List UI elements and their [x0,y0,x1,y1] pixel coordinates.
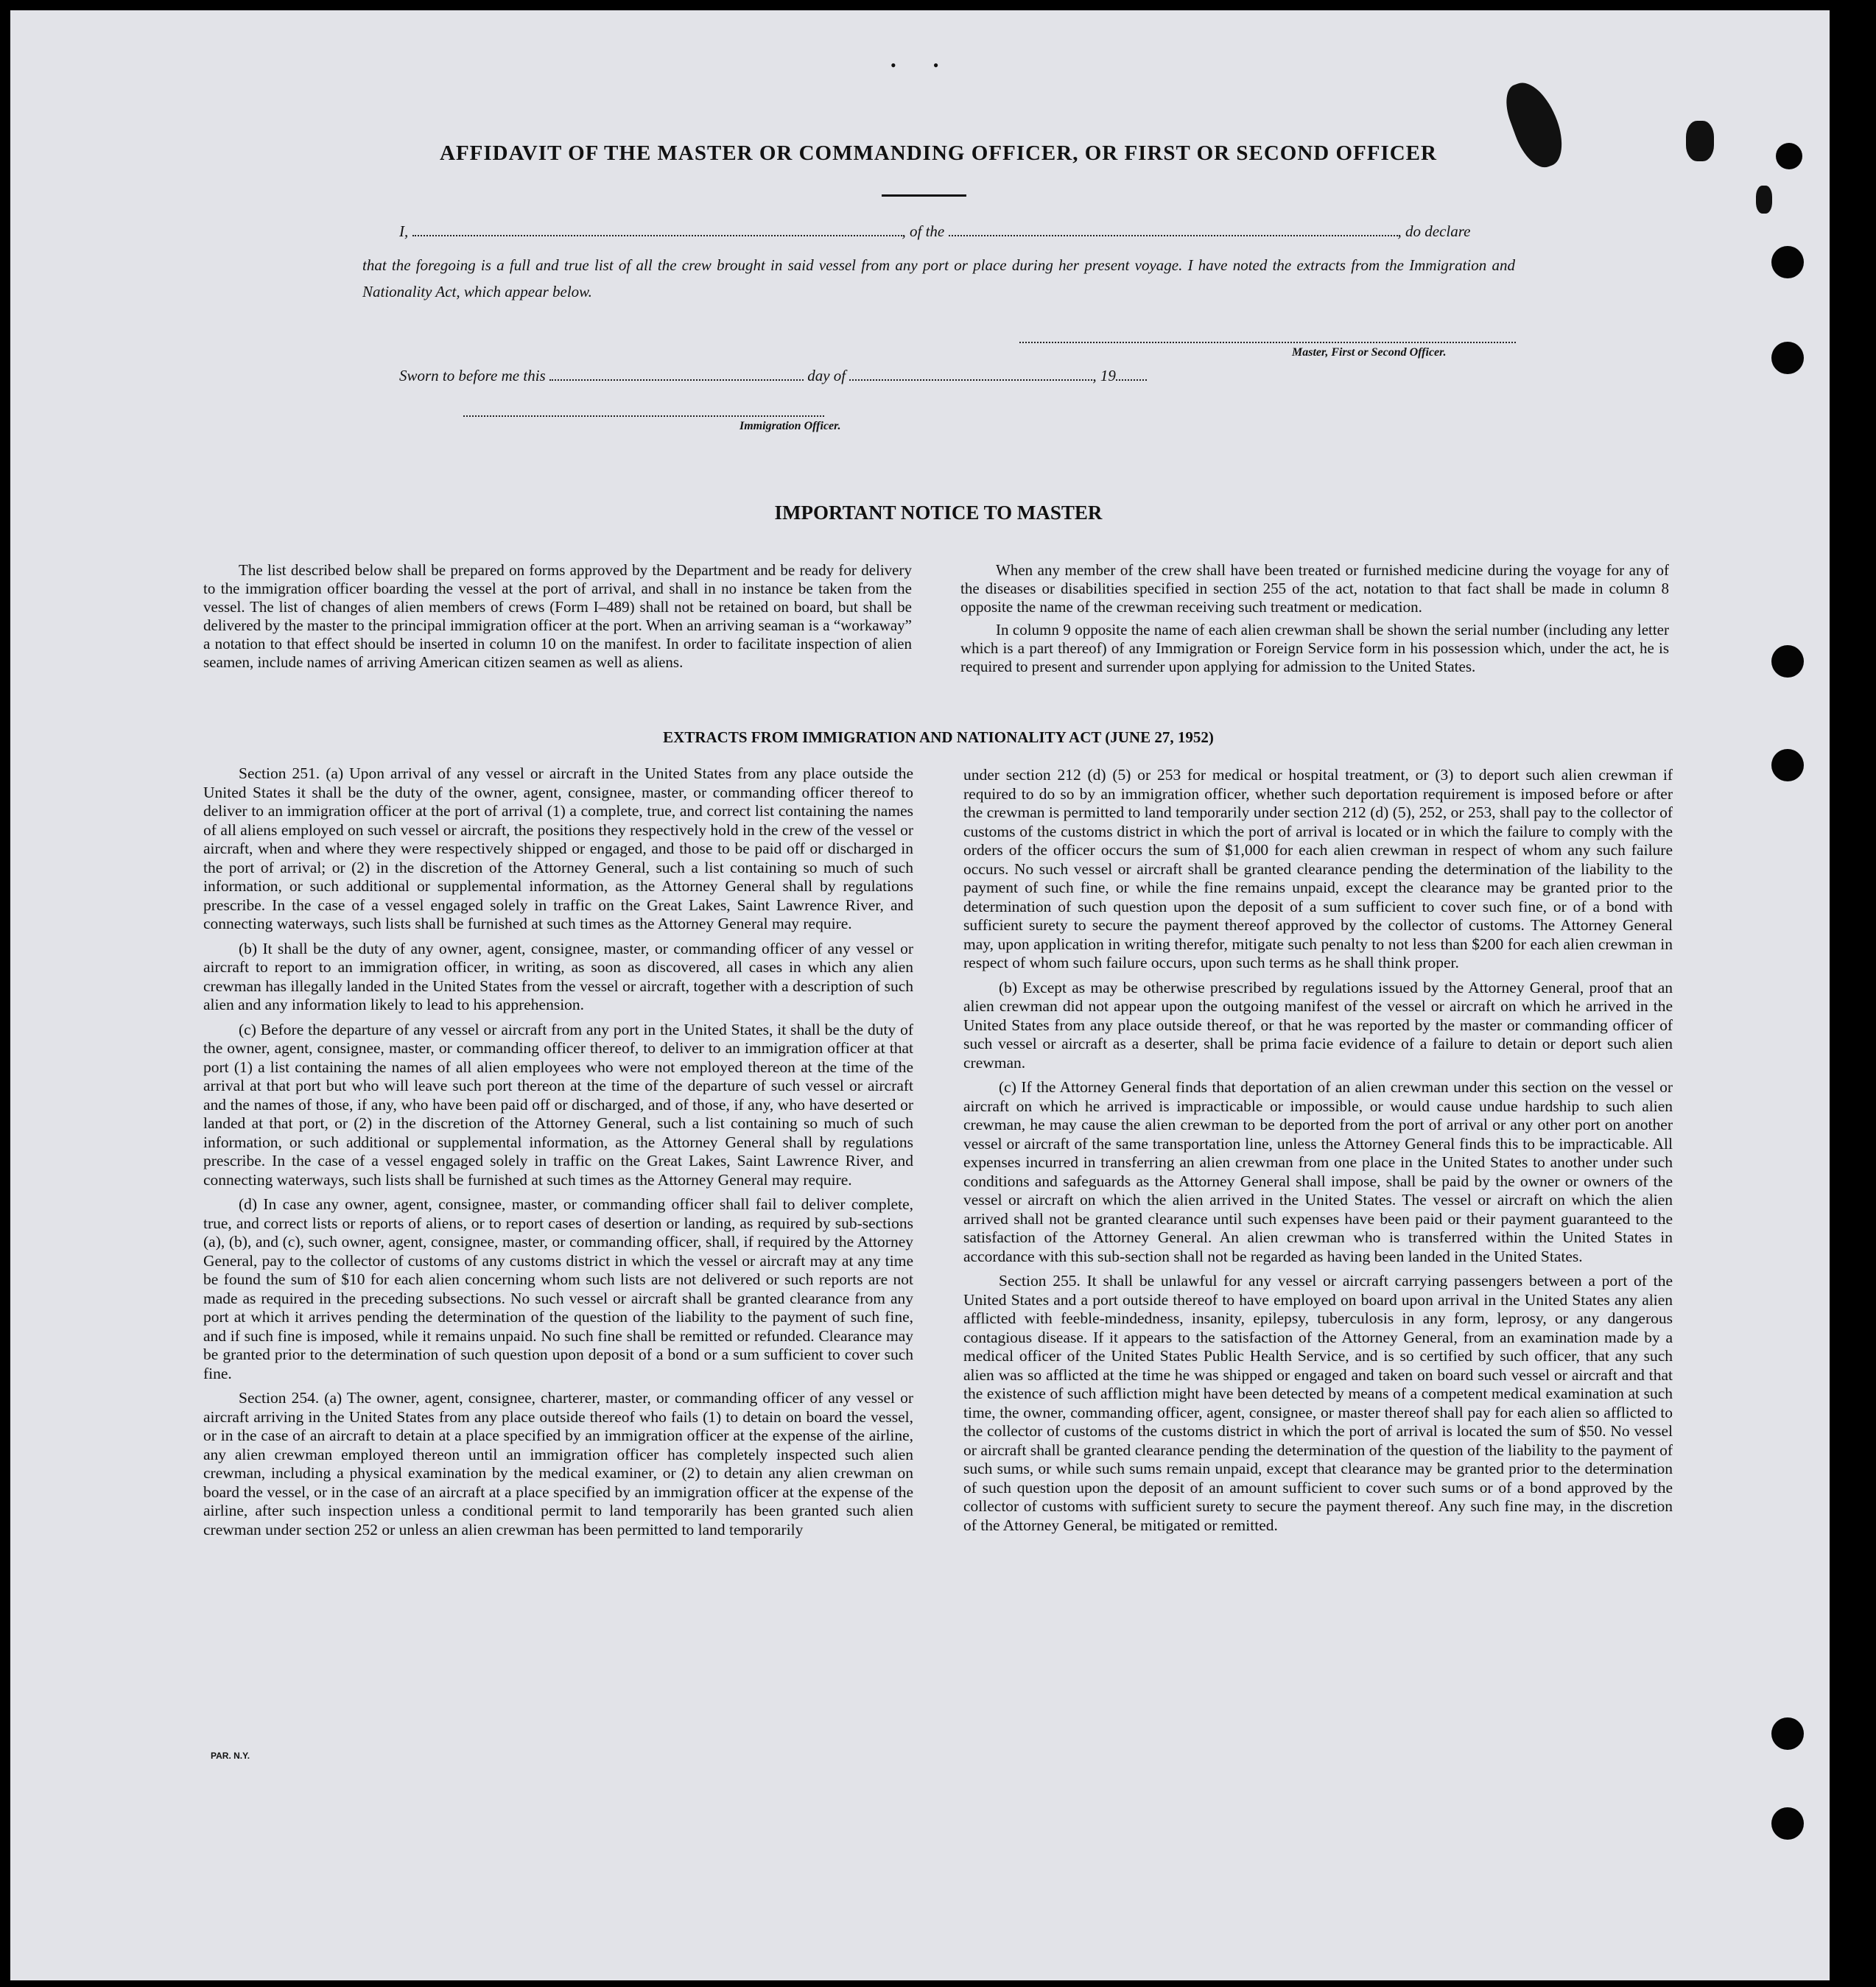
extracts-right-column [963,766,1673,1541]
sworn-label: Sworn to before me this [399,367,546,384]
vessel-field[interactable] [949,225,1398,236]
section-251-a: Section 251. (a) Upon arrival of any vessel or aircraft in the United States from any place outside the United States it shall be the duty of the owner, agent, consignee, master, or commanding officer thereof to deliver to an immigration officer at the port of arrival (1) a complete, true, and correct list containing the names of all aliens employed on such vessel or aircraft, the positions they respectively hold in the crew of the vessel or aircraft, when and where they were respectively shipped or engaged, and those to be paid off or discharged in the port of arrival; or (2) in the discretion of the Attorney General, such a list containing so much of such information, or such additional or supplemental information, as the Attorney General shall by regulations prescribe. In the case of a vessel engaged solely in traffic on the Great Lakes, Saint Lawrence River, and connecting waterways, such lists shall be furnished at such times as the Attorney General may require. [203,764,913,932]
section-255: Section 255. It shall be unlawful for any vessel or aircraft carrying passengers between a port of the United States and a port outside thereof to have employed on board upon arrival in the United States any alien afflicted with feeble-mindedness, insanity, epilepsy, tuberculosis in any form, leprosy, or any dangerous contagious disease. If it appears to the satisfaction of the Attorney General, from an examination made by a medical officer of the United States Public Health Service, and is so certified by such officer, that any such alien was so afflicted at the time he was shipped or engaged and taken on board such vessel or aircraft and that the existence of such affliction might have been detected by means of a competent medical examination at such time, the owner, commanding officer, agent, consignee, or master thereof shall pay for each alien so afflicted to the collector of customs of the customs district in which the port of arrival is located the sum of $50. No vessel or aircraft shall be granted clearance pending the determination of the question of the liability to the payment of such sums, or while such sums remain unpaid, except that clearance may be granted prior to the determination of such question upon the deposit of an amount sufficient to cover such sums or of a bond approved by the collector of customs with sufficient surety to secure the payment thereof. Any such fine may, in the discretion of the Attorney General, be mitigated or remitted. [963,1272,1673,1534]
title-rule [882,194,966,197]
officer-signature-label: Immigration Officer. [739,420,841,432]
master-signature-label: Master, First or Second Officer. [1292,346,1447,359]
header-dots: •• [890,56,976,74]
notice-paragraph: When any member of the crew shall have been treated or furnished medicine during the voyage for any of the diseases or disabilities specified in section 255 of the act, notation to that fact shall be made in column 8 opposite the name of the crewman receiving such treatment or medication. [960,561,1669,616]
extracts-left-column [203,764,913,1545]
punch-hole [1771,645,1804,678]
officer-signature-field[interactable] [463,415,824,417]
punch-hole [1771,342,1804,374]
section-254-c: (c) If the Attorney General finds that deportation of an alien crewman under this section on the vessel or aircraft on which he arrived is impracticable or impossible, or would cause undue hardship to such alien crewman, he may cause the alien crewman to be deported from the port of arrival or any other port on another vessel or aircraft of the same transportation line, unless the Attorney General finds this to be impracticable. All expenses incurred in transferring an alien crewman from one place in the United States to another under such conditions and safeguards as the Attorney General shall impose, shall be paid by the owner or owners of the vessel or aircraft on which the alien arrived in the United States. The vessel or aircraft on which the alien arrived shall not be granted clearance until such expenses have been paid or their payment guaranteed to the satisfaction of the Attorney General. An alien crewman who is transferred within the United States in accordance with this sub-section shall not be regarded as having been landed in the United States. [963,1078,1673,1265]
section-254-a: Section 254. (a) The owner, agent, consignee, charterer, master, or commanding officer of any vessel or aircraft arriving in the United States from any place outside thereof who fails (1) to detain on board the vessel, or in the case of an aircraft to detain at a place specified by an immigration officer at the expense of the airline, any alien crewman employed thereon until an immigration officer has completely inspected such alien crewman, including a physical examination by the medical examiner, or (2) to detain any alien crewman on board the vessel, or in the case of an aircraft at a place specified by an immigration officer at the expense of the airline, after such inspection unless a conditional permit to land temporarily has been granted such alien crewman under section 252 or unless an alien crewman has been permitted to land temporarily [203,1389,913,1538]
notice-left-column [203,561,912,676]
extracts-title: EXTRACTS FROM IMMIGRATION AND NATIONALITY ACT (JUNE 27, 1952) [663,728,1214,746]
sworn-line [399,367,1147,385]
notice-right-column [960,561,1669,680]
section-251-c: (c) Before the departure of any vessel or aircraft from any port in the United States, it shall be the duty of the owner, agent, consignee, master, or commanding officer thereof, to deliver to an immigration officer at that port (1) a list containing the names of all alien employees who were not employed thereon at the time of the arrival at that port but who will leave such port thereon at the time of the departure of such vessel or aircraft and the names of those, if any, who have been paid off or discharged, and of those, if any, who have deserted or landed at that port, or (2) in the discretion of the Attorney General, such a list containing so much of such information, or such additional or supplemental information, as the Attorney General shall by regulations prescribe. In the case of a vessel engaged solely in traffic on the Great Lakes, Saint Lawrence River, and connecting waterways, such lists shall be furnished at such times as the Attorney General may require. [203,1020,913,1189]
notice-paragraph: The list described below shall be prepared on forms approved by the Department and be ready for delivery to the immigration officer boarding the vessel at the port of arrival, and shall in no instance be taken from the vessel. The list of changes of alien members of crews (Form I–489) shall not be retained on board, but shall be delivered by the master to the principal immigration officer at the port. When an arriving seaman is a “workaway” a notation to that effect should be inserted in column 10 on the manifest. In order to facilitate inspection of alien seamen, include names of arriving American citizen seamen as well as aliens. [203,561,912,671]
punch-hole [1771,1717,1804,1750]
punch-hole [1771,749,1804,781]
section-251-b: (b) It shall be the duty of any owner, agent, consignee, master, or commanding officer of any vessel or aircraft to report to an immigration officer, in writing, as soon as discovered, all cases in which any alien crewman has illegally landed in the United States from the vessel or aircraft, together with a description of such alien and any information likely to lead to his apprehension. [203,939,913,1013]
of-the-label: , of the [902,222,945,240]
section-254-b: (b) Except as may be otherwise prescribed by regulations issued by the Attorney General, proof that an alien crewman did not appear upon the outgoing manifest of the vessel or aircraft on which he arrived in the United States from any place outside thereof, or that he was reported by the master or commanding officer of such vessel or aircraft as a deserter, shall be prima facie evidence of a failure to detain or deport such alien crewman. [963,978,1673,1072]
day-of-label: day of [807,367,846,384]
name-field[interactable] [412,225,902,236]
section-251-d: (d) In case any owner, agent, consignee, master, or commanding officer shall fail to deliver complete, true, and correct lists or reports of aliens, or to report cases of desertion or landing, as required by sub-sections (a), (b), and (c), such owner, agent, consignee, master, or commanding officer, shall, if required by the Attorney General, pay to the collector of customs of any customs district in which the vessel or aircraft may at any time be found the sum of $10 for each alien concerning whom such lists are not delivered or such reports are not made as required in the preceding subsections. No such vessel or aircraft shall be granted clearance from any port at which it arrives pending the determination of the question of the liability to the payment of such fine, and if such fine is imposed, while it remains unpaid. No such fine shall be remitted or refunded. Clearance may be granted prior to the determination of such question upon deposit of a bond or a sum sufficient to cover such fine. [203,1195,913,1382]
punch-hole [1771,246,1804,278]
punch-hole [1771,1807,1804,1840]
year-label: , 19 [1092,367,1116,384]
i-label: I, [399,222,409,240]
sworn-day-field[interactable] [549,369,804,381]
section-254-a-continued: under section 212 (d) (5) or 253 for medical or hospital treatment, or (3) to deport such alien crewman if required to do so by an immigration officer, whether such deportation requirement is imposed before or after the crewman is permitted to land temporarily under section 212 (d) (5), 252, or 253, shall pay to the collector of customs of the customs district in which the port of arrival is located or in which the failure to comply with the orders of the officer occurs the sum of $1,000 for each alien crewman in respect of whom any such failure occurs. No such vessel or aircraft shall be granted clearance pending the determination of the liability to the payment of such fine, or while the fine remains unpaid, except the clearance may be granted prior to the determination of such question upon the deposit of a sum sufficient to cover such fine, or of a bond with sufficient surety to secure the payment thereof approved by the collector of customs. The Attorney General may, upon application in writing therefor, mitigate such penalty to not less than $200 for each alien crewman in respect of whom such failure occurs, upon such terms as he shall think proper. [963,766,1673,971]
notice-title: IMPORTANT NOTICE TO MASTER [774,502,1103,524]
declaration-text: that the foregoing is a full and true list of all the crew brought in said vessel from any port or place during her present voyage. I have noted the extracts from the Immigration and Nationality Act, which appear below. [362,256,1515,300]
master-signature-field[interactable] [1019,342,1516,343]
affidavit-title: AFFIDAVIT OF THE MASTER OR COMMANDING OFFICER, OR FIRST OR SECOND OFFICER [440,141,1437,165]
printer-mark: PAR. N.Y. [211,1751,250,1761]
do-declare-label: , do declare [1397,222,1471,240]
sworn-month-field[interactable] [849,369,1092,381]
notice-paragraph: In column 9 opposite the name of each alien crewman shall be shown the serial number (including any letter which is a part thereof) of any Immigration or Foreign Service form in his possession which, under the act, he is required to present and surrender upon applying for admission to the United States. [960,621,1669,675]
sworn-year-field[interactable] [1116,369,1147,381]
ink-smudge [1756,186,1772,214]
declarant-line [399,222,1470,241]
form-page [10,10,1830,1980]
